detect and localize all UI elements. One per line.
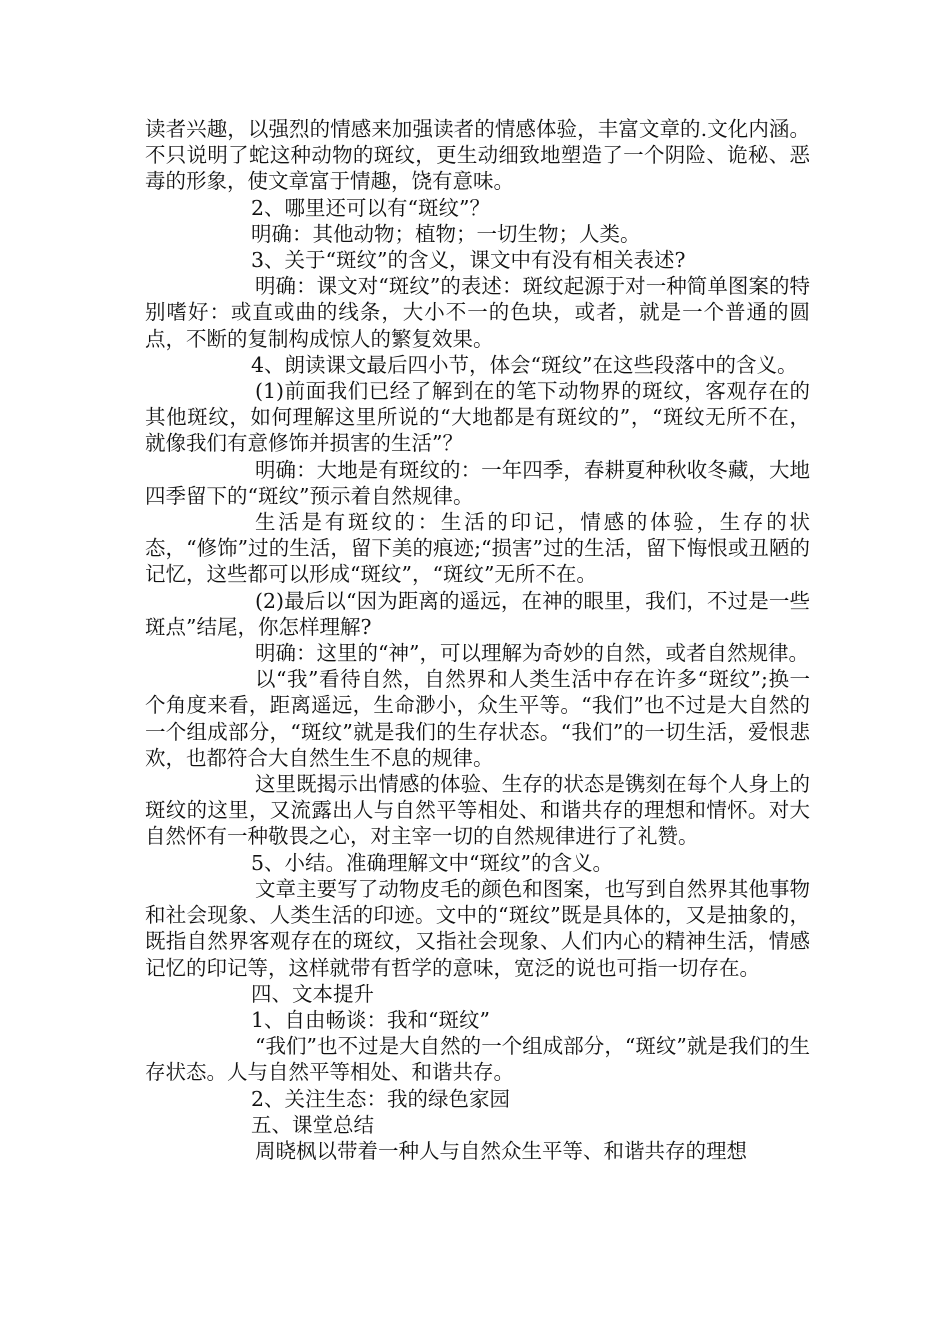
section-heading: 五、课堂总结 bbox=[251, 1112, 374, 1137]
paragraph: 2、哪里还可以有“斑纹”？ bbox=[251, 195, 491, 220]
paragraph: 明确：课文对“斑纹”的表述：斑纹起源于对一种简单图案的特别嗜好：或直或曲的线条，大小不一的色块，或者，就是一个普通的圆点，不断的复制构成惊人的繁复效果。 bbox=[145, 274, 810, 351]
paragraph: 2、关注生态：我的绿色家园 bbox=[251, 1086, 511, 1111]
paragraph: 明确：这里的“神”，可以理解为奇妙的自然，或者自然规律。 bbox=[255, 641, 809, 666]
paragraph: 4、朗读课文最后四小节，体会“斑纹”在这些段落中的含义。 bbox=[251, 352, 798, 377]
paragraph: 1、自由畅谈：我和“斑纹” bbox=[251, 1007, 491, 1032]
section-heading: 四、文本提升 bbox=[251, 981, 374, 1006]
paragraph: 读者兴趣，以强烈的情感来加强读者的情感体验，丰富文章的.文化内涵。不只说明了蛇这种动物的斑纹，更生动细致地塑造了一个阴险、诡秘、恶毒的形象，使文章富于情趣，饶有意味。 bbox=[145, 117, 810, 194]
document-body bbox=[145, 116, 810, 1164]
paragraph: 这里既揭示出情感的体验、生存的状态是镌刻在每个人身上的斑纹的这里，又流露出人与自然平等相处、和谐共存的理想和情怀。对大自然怀有一种敬畏之心，对主宰一切的自然规律进行了礼赞。 bbox=[145, 772, 810, 849]
paragraph: 明确：大地是有斑纹的：一年四季，春耕夏种秋收冬藏，大地四季留下的“斑纹”预示着自然规律。 bbox=[145, 457, 810, 508]
paragraph: 以“我”看待自然，自然界和人类生活中存在许多“斑纹”;换一个角度来看，距离遥远，生命渺小，众生平等。“我们”也不过是大自然的一个组成部分，“斑纹”就是我们的生存状态。“我们”的一切生活，爱恨悲欢，也都符合大自然生生不息的规律。 bbox=[145, 667, 810, 770]
paragraph: 明确：其他动物；植物；一切生物；人类。 bbox=[251, 221, 641, 246]
paragraph: (1)前面我们已经了解到在的笔下动物界的斑纹，客观存在的其他斑纹，如何理解这里所说的“大地都是有斑纹的”，“斑纹无所不在，就像我们有意修饰并损害的生活”？ bbox=[145, 379, 810, 456]
paragraph: “我们”也不过是大自然的一个组成部分，“斑纹”就是我们的生存状态。人与自然平等相处、和谐共存。 bbox=[145, 1034, 810, 1085]
paragraph: 5、小结。准确理解文中“斑纹”的含义。 bbox=[251, 850, 614, 875]
paragraph: 周晓枫以带着一种人与自然众生平等、和谐共存的理想 bbox=[255, 1138, 747, 1163]
paragraph: 3、关于“斑纹”的含义，课文中有没有相关表述? bbox=[251, 248, 686, 273]
paragraph: 文章主要写了动物皮毛的颜色和图案，也写到自然界其他事物和社会现象、人类生活的印迹。文中的“斑纹”既是具体的，又是抽象的，既指自然界客观存在的斑纹，又指社会现象、人们内心的精神生活，情感记忆的印记等，这样就带有哲学的意味，宽泛的说也可指一切存在。 bbox=[145, 876, 810, 980]
paragraph: (2)最后以“因为距离的遥远，在神的眼里，我们，不过是一些斑点”结尾，你怎样理解? bbox=[145, 588, 810, 639]
paragraph: 生活是有斑纹的：生活的印记，情感的体验，生存的状态，“修饰”过的生活，留下美的痕迹;“损害”过的生活，留下悔恨或丑陋的记忆，这些都可以形成“斑纹”，“斑纹”无所不在。 bbox=[145, 510, 810, 587]
